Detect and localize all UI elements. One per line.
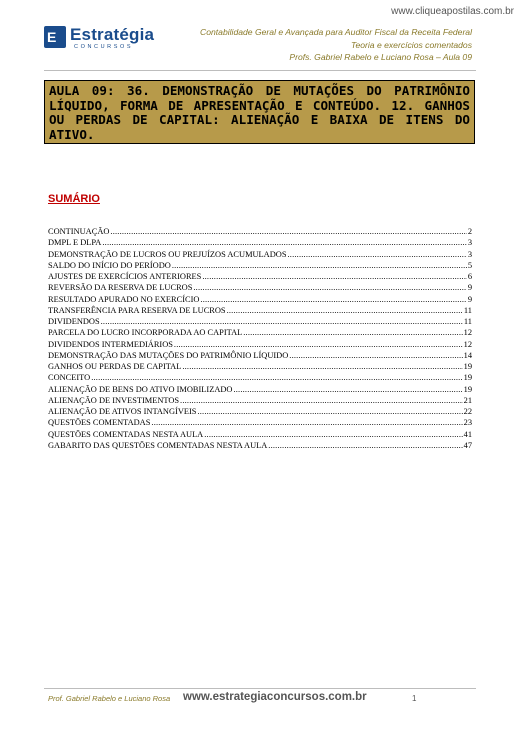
toc-entry-label: RESULTADO APURADO NO EXERCÍCIO <box>48 294 200 304</box>
document-header <box>200 26 472 64</box>
toc-dot-leader <box>289 350 462 361</box>
toc-entry-page: 19 <box>463 373 472 383</box>
toc-dot-leader <box>233 384 462 395</box>
toc-entry[interactable] <box>48 237 472 248</box>
toc-dot-leader <box>91 372 462 383</box>
toc-dot-leader <box>287 249 466 260</box>
toc-entry-page: 12 <box>463 339 472 349</box>
toc-entry-label: DEMONSTRAÇÃO DAS MUTAÇÕES DO PATRIMÔNIO LÍQUIDO <box>48 350 289 360</box>
toc-dot-leader <box>202 271 466 282</box>
toc-entry-page: 22 <box>463 407 472 416</box>
toc-entry-page: 19 <box>463 362 472 371</box>
toc-entry[interactable] <box>48 226 472 237</box>
toc-entry-page: 2 <box>467 227 472 236</box>
toc-entry-page: 9 <box>467 283 472 293</box>
toc-entry-label: PARCELA DO LUCRO INCORPORADA AO CAPITAL <box>48 328 243 338</box>
toc-entry[interactable] <box>48 271 472 282</box>
toc-entry[interactable] <box>48 249 472 260</box>
toc-entry[interactable] <box>48 339 472 350</box>
toc-dot-leader <box>243 327 462 338</box>
toc-entry-page: 21 <box>463 395 472 405</box>
toc-entry-label: DIVIDENDOS INTERMEDIÁRIOS <box>48 339 173 349</box>
toc-dot-leader <box>268 440 462 451</box>
toc-entry-label: DMPL E DLPA <box>48 238 102 248</box>
toc-entry-label: TRANSFERÊNCIA PARA RESERVA DE LUCROS <box>48 305 226 315</box>
toc-entry[interactable] <box>48 395 472 406</box>
header-divider <box>44 70 476 71</box>
toc-entry-label: CONCEITO <box>48 373 91 383</box>
summary-heading: SUMÁRIO <box>48 193 100 205</box>
toc-dot-leader <box>110 226 466 237</box>
toc-entry-page: 9 <box>467 294 472 304</box>
toc-entry[interactable] <box>48 327 472 338</box>
toc-entry-label: ALIENAÇÃO DE INVESTIMENTOS <box>48 395 180 405</box>
toc-entry-page: 3 <box>467 238 472 248</box>
toc-entry[interactable] <box>48 260 472 271</box>
toc-entry-label: DIVIDENDOS <box>48 317 100 326</box>
toc-entry[interactable] <box>48 372 472 383</box>
lesson-title: AULA 09: 36. DEMONSTRAÇÃO DE MUTAÇÕES DO PATRIMÔNIO LÍQUIDO, FORMA DE APRESENTAÇÃO E CONTEÚDO. 12. GANHOS OU PERDAS DE CAPITAL: ALIENAÇÃO E BAIXA DE ITENS DO ATIVO. <box>49 83 470 142</box>
toc-entry-label: GABARITO DAS QUESTÕES COMENTADAS NESTA AULA <box>48 440 268 450</box>
toc-entry-page: 19 <box>463 384 472 394</box>
toc-dot-leader <box>197 406 462 417</box>
toc-dot-leader <box>180 395 463 406</box>
toc-entry-label: SALDO DO INÍCIO DO PERÍODO <box>48 260 171 270</box>
toc-entry-page: 47 <box>463 440 472 450</box>
toc-entry-label: DEMONSTRAÇÃO DE LUCROS OU PREJUÍZOS ACUMULADOS <box>48 249 287 259</box>
logo-mark-icon: E <box>44 26 66 48</box>
toc-entry-label: AJUSTES DE EXERCÍCIOS ANTERIORES <box>48 272 202 281</box>
toc-entry-label: ALIENAÇÃO DE BENS DO ATIVO IMOBILIZADO <box>48 384 233 394</box>
toc-dot-leader <box>200 294 466 305</box>
toc-entry-label: QUESTÕES COMENTADAS <box>48 418 151 428</box>
footer-page-number: 1 <box>412 694 417 703</box>
toc-entry-page: 3 <box>467 249 472 259</box>
toc-entry[interactable] <box>48 440 472 451</box>
toc-entry-page: 5 <box>467 260 472 270</box>
toc-dot-leader <box>102 237 466 248</box>
toc-dot-leader <box>193 282 466 293</box>
toc-entry[interactable] <box>48 361 472 372</box>
toc-entry-label: REVERSÃO DA RESERVA DE LUCROS <box>48 283 193 293</box>
toc-entry[interactable] <box>48 429 472 440</box>
footer-authors: Prof. Gabriel Rabelo e Luciano Rosa <box>48 694 171 703</box>
toc-entry-label: QUESTÕES COMENTADAS NESTA AULA <box>48 429 204 439</box>
toc-entry-page: 11 <box>463 305 472 315</box>
toc-dot-leader <box>174 339 463 350</box>
toc-entry[interactable] <box>48 282 472 293</box>
estrategia-logo <box>44 26 156 56</box>
footer-website-link[interactable]: www.estrategiaconcursos.com.br <box>183 691 367 703</box>
toc-entry-page: 6 <box>467 272 472 281</box>
toc-dot-leader <box>101 316 463 327</box>
toc-dot-leader <box>182 361 462 372</box>
toc-entry-page: 12 <box>463 328 472 338</box>
logo-name: Estratégia <box>70 25 155 44</box>
toc-entry-label: CONTINUAÇÃO <box>48 227 110 236</box>
toc-entry-page: 14 <box>463 350 472 360</box>
toc-entry-label: GANHOS OU PERDAS DE CAPITAL <box>48 362 182 371</box>
toc-dot-leader <box>227 305 463 316</box>
toc-entry[interactable] <box>48 406 472 417</box>
table-of-contents <box>48 226 472 451</box>
lesson-title-box <box>44 80 475 144</box>
toc-entry[interactable] <box>48 294 472 305</box>
source-watermark-url: www.cliqueapostilas.com.br <box>391 6 514 17</box>
toc-dot-leader <box>151 417 462 428</box>
toc-entry-label: ALIENAÇÃO DE ATIVOS INTANGÍVEIS <box>48 407 197 416</box>
toc-entry-page: 11 <box>463 317 472 326</box>
toc-entry[interactable] <box>48 305 472 316</box>
header-course-title: Contabilidade Geral e Avançada para Auditor Fiscal da Receita Federal <box>200 27 472 37</box>
footer-divider <box>44 688 476 689</box>
header-authors: Profs. Gabriel Rabelo e Luciano Rosa – Aula 09 <box>289 52 472 62</box>
logo-subtitle: CONCURSOS <box>74 44 134 50</box>
toc-entry[interactable] <box>48 316 472 327</box>
toc-entry[interactable] <box>48 417 472 428</box>
toc-dot-leader <box>204 429 462 440</box>
toc-entry[interactable] <box>48 384 472 395</box>
header-course-subtitle: Teoria e exercícios comentados <box>350 39 472 50</box>
toc-entry-page: 23 <box>463 418 472 428</box>
toc-dot-leader <box>172 260 467 271</box>
toc-entry-page: 41 <box>463 429 472 439</box>
toc-entry[interactable] <box>48 350 472 361</box>
